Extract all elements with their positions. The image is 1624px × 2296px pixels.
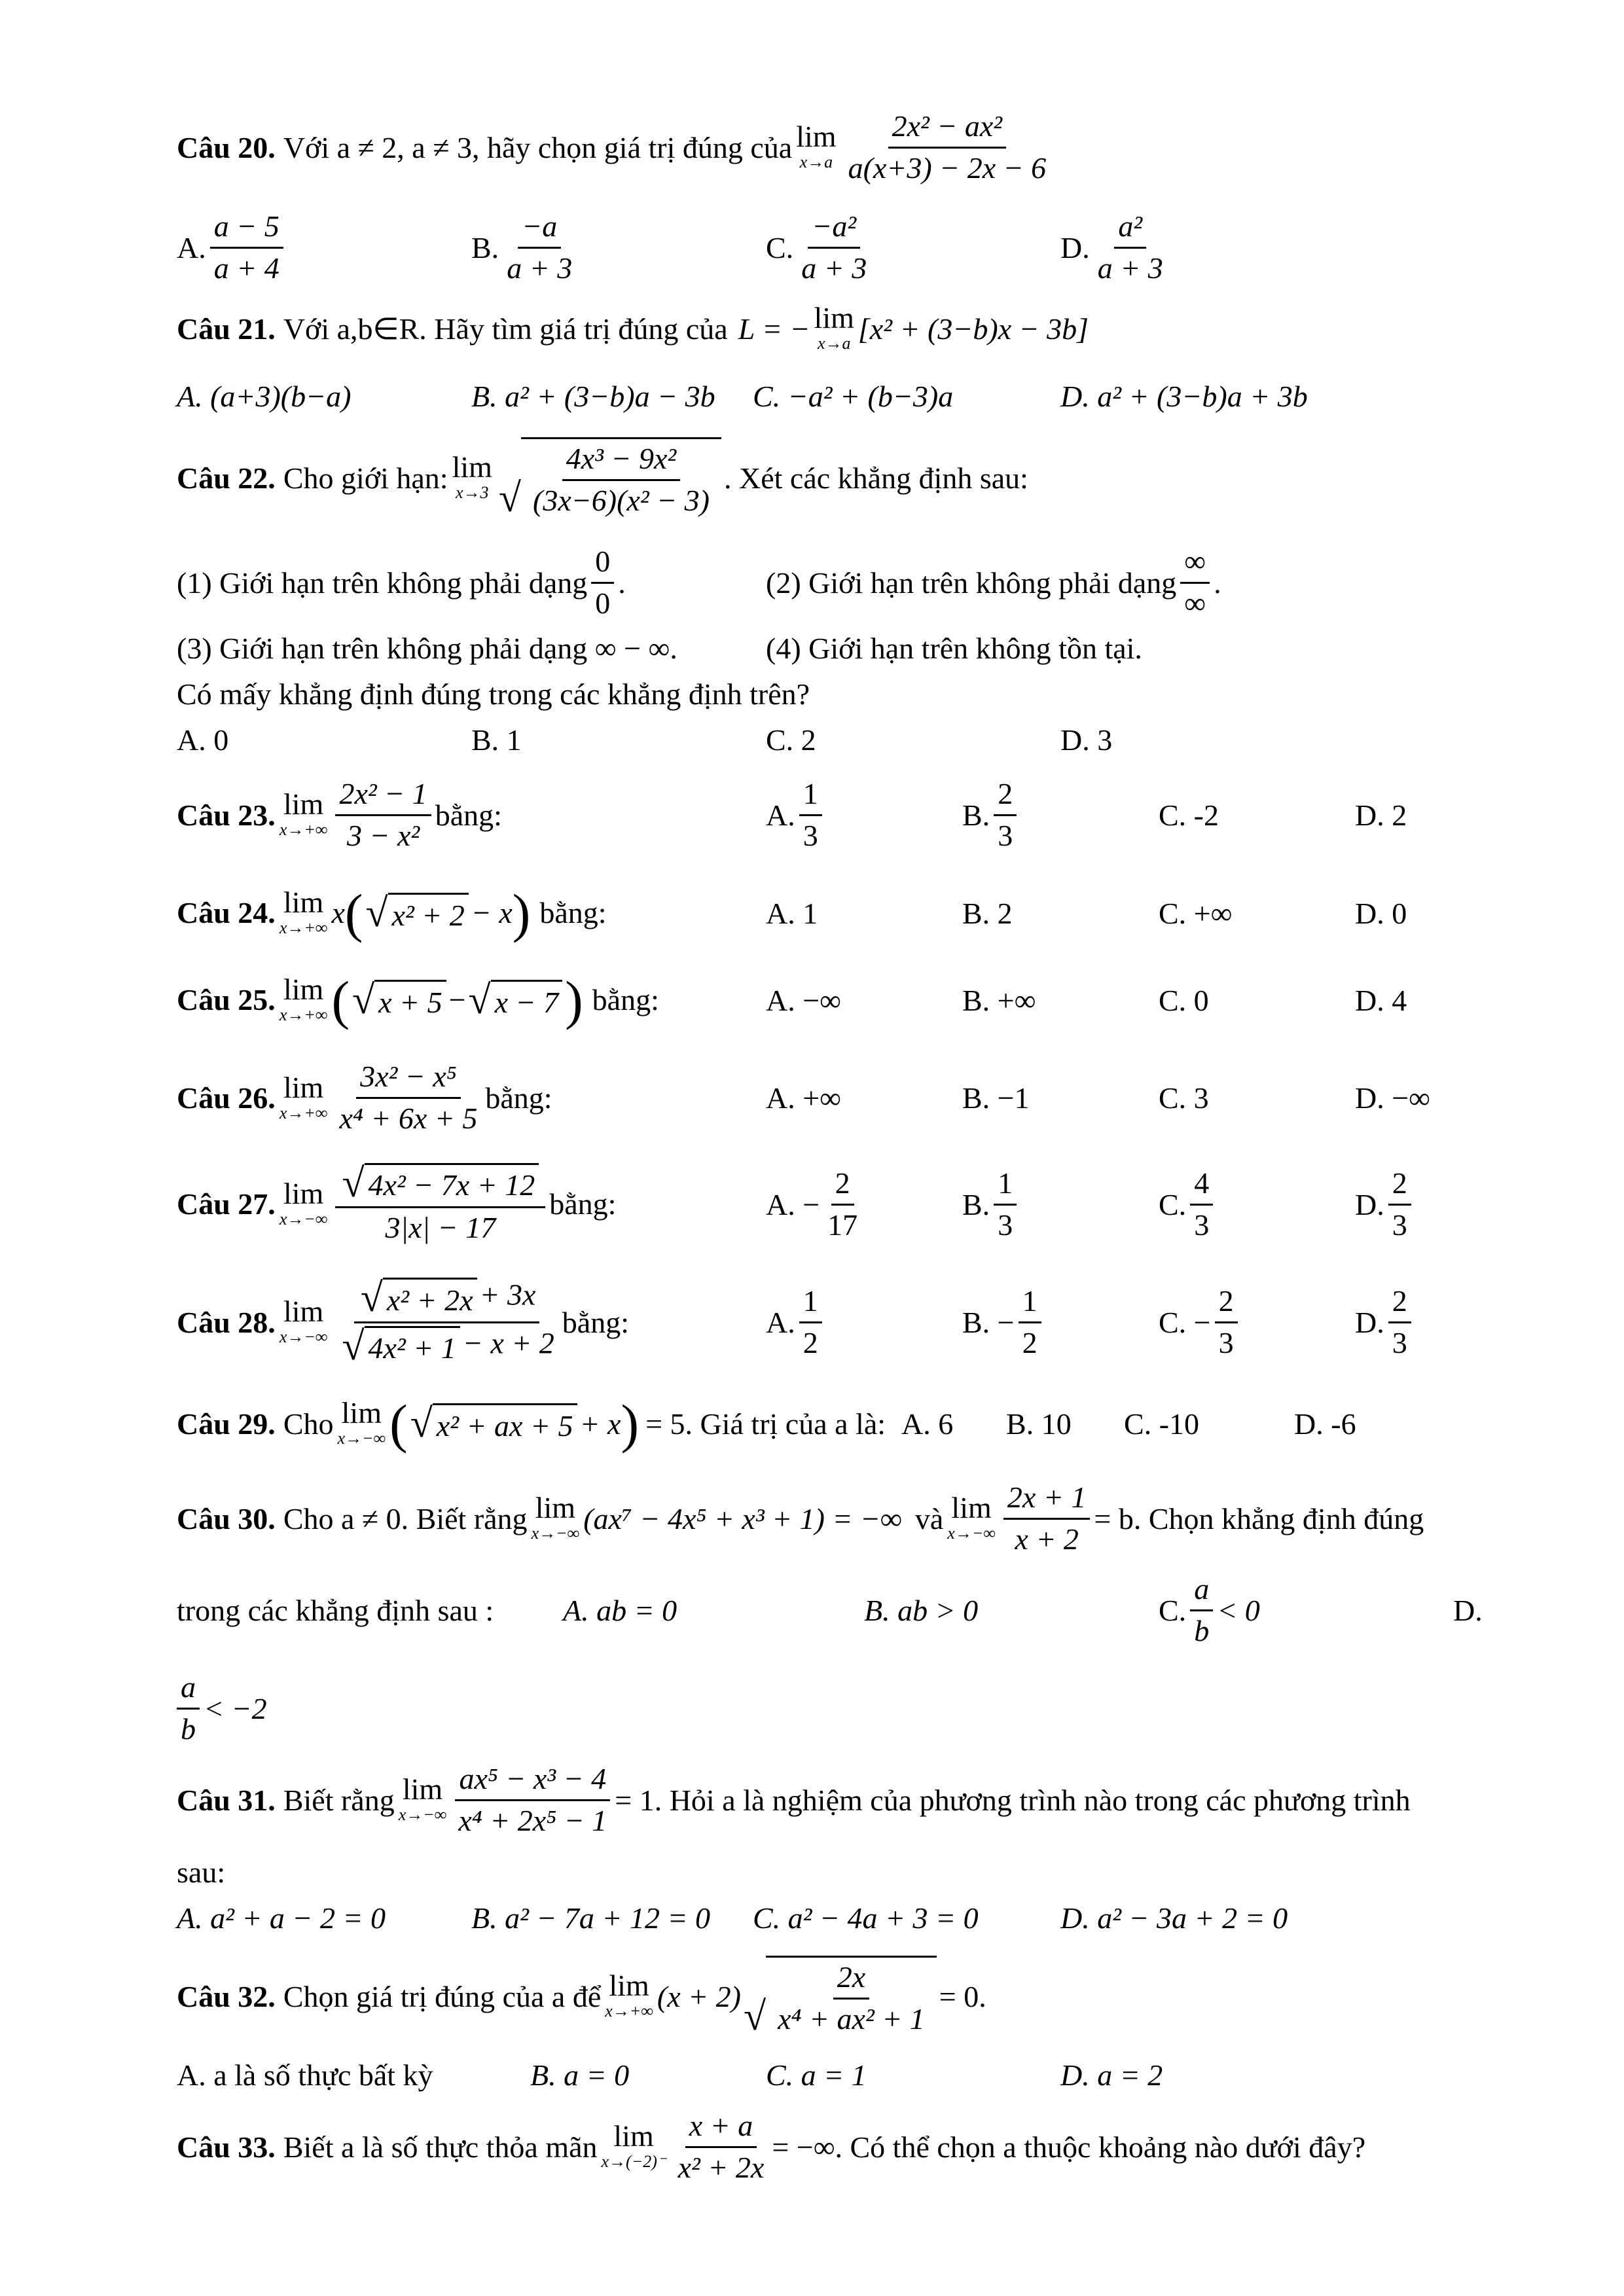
option-d: D. a = 2: [1060, 2058, 1163, 2092]
question-label: Câu 22.: [177, 461, 276, 495]
question-22: [177, 429, 1028, 527]
question-20: [177, 105, 1054, 190]
option-c: C. a = 1: [766, 2058, 867, 2092]
option-a: A. 1: [766, 896, 818, 930]
option-a: A. −∞: [766, 983, 841, 1017]
option-c: C. $\frac{4}{3}$: [1159, 1166, 1355, 1243]
answer-row: [177, 1568, 1483, 1653]
question-32: Câu 32. Chọn giá trị đúng của a để lim x→+∞ (x + 2) √ $\frac{2x}{\text{x⁴ + ax² + 1}}$ = 0.: [177, 1947, 986, 2045]
option-a: A. a là số thực bất kỳ: [177, 2058, 433, 2092]
option-d: D. 4: [1355, 983, 1407, 1017]
question-text: bằng:: [435, 798, 502, 832]
answer-row: [177, 373, 1308, 419]
limit-operator: lim x→+∞: [279, 886, 328, 938]
option-b: B. a = 0: [530, 2058, 630, 2092]
square-root: √ $\frac{\text{4x³ − 9x²}}{\text{(3x−6)(x² − 3)}}$: [499, 437, 721, 518]
question-label: Câu 29.: [177, 1407, 276, 1441]
option-c: C. $\frac{\text{−a²}}{a + 3}$: [766, 209, 867, 285]
limit-operator: lim x→3: [452, 450, 492, 503]
expression: [x² + (3−b)x − 3b]: [857, 312, 1089, 346]
fraction: $\frac{a}{b}$: [177, 1670, 200, 1747]
option-b: B. a² + (3−b)a − 3b: [471, 379, 715, 413]
question-33: [177, 2101, 1365, 2193]
statement-2: (2) Giới hạn trên không phải dạng $\frac{\infty}{\infty}$ .: [766, 544, 1221, 620]
option-b: B. 1: [471, 723, 522, 757]
question-label: Câu 28.: [177, 1305, 276, 1339]
question-text: bằng:: [485, 1081, 552, 1115]
limit-operator: lim x→+∞: [279, 973, 328, 1025]
option-d: D. 3: [1060, 723, 1113, 757]
option-c: C. − $\frac{2}{3}$: [1159, 1284, 1355, 1361]
option-c: C. 0: [1159, 983, 1209, 1017]
limit-operator: lim x→−∞: [279, 1177, 328, 1229]
limit-operator: lim x→a: [814, 301, 854, 353]
question-29: Câu 29. Cho lim x→−∞ ( √ x² + ax + 5 + x ) = 5 . Giá trị của a là: A. 6 B. 10 C. -10 D. -6: [177, 1393, 1356, 1454]
square-root: √ x − 7: [469, 980, 563, 1020]
question-text: Cho: [283, 1407, 334, 1441]
limit-operator: lim x→+∞: [279, 1070, 328, 1122]
limit-operator: lim x→−∞: [531, 1491, 580, 1543]
option-c: C. 2: [766, 723, 816, 757]
answer-row: [177, 2052, 1163, 2098]
fraction: $\frac{2x + 1}{x + 2}$: [1003, 1480, 1090, 1557]
question-label: Câu 25.: [177, 983, 276, 1017]
question-text: = 1. Hỏi a là nghiệm của phương trình nào trong các phương trình: [615, 1783, 1411, 1817]
option-d: D. 0: [1355, 896, 1407, 930]
option-b: B. $\frac{2}{3}$: [962, 777, 1159, 853]
answer-row: [177, 1895, 1288, 1941]
question-text: = b. Chọn khẳng định đúng: [1094, 1501, 1424, 1535]
option-c: C. $\frac{a}{b}$ < 0: [1159, 1571, 1260, 1647]
question-30: Câu 30. Cho a ≠ 0. Biết rằng lim x→−∞ (ax⁷ − 4x⁵ + x³ + 1) = −∞ và lim x→−∞ $\frac{2x + 1}{x + 2}$ = b. Chọn khẳng định đúng: [177, 1480, 1424, 1556]
option-a: A. (a+3)(b−a): [177, 379, 352, 413]
question-label: Câu 27.: [177, 1187, 276, 1221]
question-label: Câu 23.: [177, 798, 276, 832]
option-b: B. ab > 0: [864, 1593, 979, 1627]
option-d: D. $\frac{2}{3}$: [1355, 1166, 1415, 1243]
option-d: D. a² + (3−b)a + 3b: [1060, 379, 1308, 413]
square-root: √ x² + 2: [365, 893, 468, 933]
question-label: Câu 33.: [177, 2130, 276, 2164]
question-label: Câu 31.: [177, 1783, 276, 1817]
fraction: $\frac{\text{2x² − 1}}{\text{3 − x²}}$: [335, 777, 431, 853]
question-text: bằng:: [562, 1305, 629, 1339]
statement-3: (3) Giới hạn trên không phải dạng ∞ − ∞.: [177, 631, 677, 665]
option-c: C. −a² + (b−3)a: [753, 379, 954, 413]
expression: L = −: [738, 312, 810, 346]
answer-row: [177, 208, 1171, 287]
question-text: . Xét các khẳng định sau:: [724, 461, 1028, 495]
option-b: B. a² − 7a + 12 = 0: [471, 1901, 711, 1935]
limit-operator: lim x→−∞: [947, 1491, 996, 1543]
limit-operator: lim x→−∞: [279, 1295, 328, 1347]
question-text: Cho a ≠ 0. Biết rằng: [283, 1501, 528, 1535]
limit-operator: lim x→−∞: [398, 1772, 447, 1825]
limit-operator: lim x→+∞: [279, 787, 328, 840]
answer-row: [177, 720, 1112, 759]
fraction: $\frac{x + a}{\text{x² + 2x}}$: [677, 2108, 765, 2184]
question-label: Câu 20.: [177, 130, 276, 164]
question-label: Câu 32.: [177, 1979, 276, 2013]
fraction: √ x² + 2x + 3x √ 4x² + 1 − x + 2: [342, 1276, 554, 1369]
option-b: B. − $\frac{1}{2}$: [962, 1284, 1159, 1361]
fraction: √ 4x² − 7x + 12 3|x| − 17: [335, 1163, 545, 1246]
square-root: √ x² + ax + 5: [410, 1403, 577, 1444]
option-c: C. 3: [1159, 1081, 1209, 1115]
question-text: bằng:: [549, 1187, 617, 1221]
question-text: = −∞. Có thể chọn a thuộc khoảng nào dưới đây?: [772, 2130, 1366, 2164]
option-d: D. $\frac{2}{3}$: [1355, 1284, 1415, 1361]
option-b: B. $\frac{1}{3}$: [962, 1166, 1159, 1243]
question-text: sau:: [177, 1855, 226, 1889]
question-prompt: Có mấy khẳng định đúng trong các khẳng định trên?: [177, 677, 810, 711]
option-d: D. −∞: [1355, 1081, 1430, 1115]
option-a: A. $\frac{a - 5}{a + 4}$: [177, 209, 471, 286]
statement-row: [177, 540, 1221, 625]
question-text: trong các khẳng định sau :: [177, 1593, 494, 1627]
option-a: A. − $\frac{2}{17}$: [766, 1166, 858, 1242]
question-28: [177, 1266, 1415, 1378]
question-label: Câu 24.: [177, 896, 276, 930]
option-c: C. a² − 4a + 3 = 0: [753, 1901, 979, 1935]
option-a: A. $\frac{1}{3}$: [766, 777, 962, 853]
option-b: B. −1: [962, 1081, 1030, 1115]
option-d: D. 2: [1355, 798, 1407, 832]
question-23: [177, 769, 1407, 861]
fraction: $\frac{\text{3x² − x⁵}}{\text{x⁴ + 6x + 5}}$: [339, 1060, 478, 1135]
limit-operator: lim x→−∞: [337, 1396, 386, 1448]
option-c: C. -2: [1159, 798, 1219, 832]
option-b: B. 2: [962, 896, 1013, 930]
option-b: B. $\frac{-a}{a + 3}$: [471, 209, 573, 285]
question-label: Câu 26.: [177, 1081, 276, 1115]
option-d-label: D.: [1453, 1593, 1483, 1627]
question-text: Cho giới hạn:: [283, 461, 448, 495]
question-text: Biết rằng: [283, 1783, 395, 1817]
question-text: bằng:: [539, 896, 607, 930]
question-text: . Giá trị của a là:: [685, 1407, 886, 1441]
statement-row: [177, 628, 1142, 668]
question-26: [177, 1050, 1430, 1145]
option-a: A. $\frac{1}{2}$: [766, 1284, 962, 1361]
question-24: Câu 24. lim x→+∞ x ( √ x² + 2 − x ) bằng: A. 1 B. 2 C. +∞ D. 0: [177, 882, 1407, 943]
question-25: Câu 25. lim x→+∞ ( √ x + 5 − √ x − 7 ) bằng: A. −∞ B. +∞ C. 0 D. 4: [177, 969, 1407, 1030]
square-root: √ $\frac{2x}{\text{x⁴ + ax² + 1}}$: [744, 1956, 937, 2037]
option-a: A. ab = 0: [563, 1593, 677, 1627]
question-27: [177, 1152, 1415, 1257]
limit-operator: lim x→a: [796, 120, 837, 172]
option-a: A. +∞: [766, 1081, 841, 1115]
square-root: √ x + 5: [352, 980, 446, 1020]
question-31: [177, 1754, 1411, 1846]
expression: (ax⁷ − 4x⁵ + x³ + 1) = −∞: [583, 1501, 902, 1535]
question-21: [177, 296, 1089, 361]
option-b: B. 10: [1006, 1407, 1072, 1441]
statement-1: (1) Giới hạn trên không phải dạng $\frac{0}{0}$ .: [177, 544, 626, 620]
option-a: A. a² + a − 2 = 0: [177, 1901, 386, 1935]
option-d: D. -6: [1294, 1407, 1356, 1441]
fraction: $\frac{\text{2x² − ax²}}{a(x+3) - 2x - 6}$: [848, 109, 1047, 185]
option-c: C. +∞: [1159, 896, 1233, 930]
option-c: C. -10: [1124, 1407, 1200, 1441]
question-label: Câu 21.: [177, 312, 276, 346]
option-d: D. a² − 3a + 2 = 0: [1060, 1901, 1288, 1935]
fraction: $\frac{\text{ax⁵ − x³ − 4}}{\text{x⁴ + 2x⁵ − 1}}$: [454, 1762, 611, 1839]
option-a: A. 0: [177, 723, 229, 757]
limit-operator: lim x→+∞: [605, 1969, 653, 2021]
option-a: A. 6: [901, 1407, 954, 1441]
limit-operator: lim x→(−2)⁻: [601, 2119, 666, 2172]
option-b: B. +∞: [962, 983, 1036, 1017]
option-d: D. $\frac{\text{a²}}{a + 3}$: [1060, 209, 1163, 285]
question-text: Biết a là số thực thỏa mãn: [283, 2130, 598, 2164]
statement-4: (4) Giới hạn trên không tồn tại.: [766, 631, 1142, 665]
question-text: bằng:: [592, 983, 659, 1017]
question-text: Với a ≠ 2, a ≠ 3, hãy chọn giá trị đúng của: [283, 130, 793, 164]
question-text: Chọn giá trị đúng của a để: [283, 1979, 602, 2013]
option-d: $\frac{a}{b}$ < −2: [177, 1666, 267, 1751]
question-text: Với a,b∈R. Hãy tìm giá trị đúng của: [283, 312, 728, 346]
question-label: Câu 30.: [177, 1501, 276, 1535]
